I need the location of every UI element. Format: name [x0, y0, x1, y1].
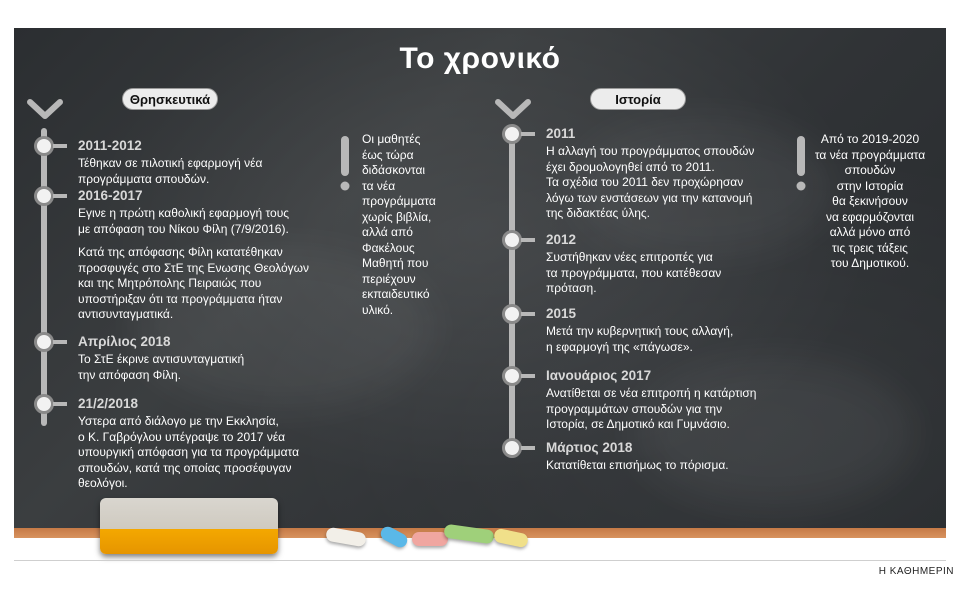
chalk-piece [412, 532, 448, 546]
event-line: ο Κ. Γαβρόγλου υπέγραψε το 2017 νέα [78, 429, 286, 444]
timeline-rail-left [41, 128, 47, 426]
event-description [546, 458, 808, 474]
note-line: του Δημοτικού. [830, 256, 910, 270]
event-description [78, 156, 338, 187]
timeline-rail-right [509, 128, 515, 458]
timeline-connector [521, 374, 535, 378]
timeline-connector [521, 446, 535, 450]
event-line: Μετά την κυβερνητική τους αλλαγή, [546, 324, 734, 338]
timeline-node [502, 304, 522, 324]
event-description [78, 352, 338, 383]
event-line: Κατατίθεται επισήμως το πόρισμα. [546, 458, 729, 472]
event-date: Ιανουάριος 2017 [546, 368, 652, 383]
note-line: Μαθητή που [362, 256, 429, 270]
timeline-node [34, 136, 54, 156]
note-line: αλλά μόνο από [829, 225, 911, 239]
note-line: τα νέα προγράμματα [814, 147, 926, 162]
note-line: Από το 2019-2020 [820, 132, 920, 146]
event-line: και της Μητρόπολης Πειραιώς που [78, 276, 262, 290]
note-line: έως τώρα [362, 147, 414, 162]
event-date: 2015 [546, 306, 577, 321]
timeline-node [502, 124, 522, 144]
event-line: Συστήθηκαν νέες επιτροπές για [546, 250, 713, 264]
timeline-node [502, 438, 522, 458]
timeline-node [34, 186, 54, 206]
page-title: Το χρονικό [399, 42, 561, 75]
event-line: θεολόγοι. [78, 476, 128, 490]
event-line: πρόταση. [546, 281, 597, 295]
event-line: Η αλλαγή του προγράμματος σπουδών [546, 144, 755, 158]
event-line: Το ΣτΕ έκρινε αντισυνταγματική [78, 352, 245, 366]
event-description [546, 250, 808, 297]
event-description [78, 414, 338, 492]
event-date: Μάρτιος 2018 [546, 440, 633, 455]
timeline-connector [521, 238, 535, 242]
timeline-connector [53, 340, 67, 344]
event-description [546, 144, 808, 222]
event-line: την απόφαση Φίλη. [78, 367, 182, 382]
timeline-connector [521, 132, 535, 136]
event-line: με απόφαση του Νίκου Φίλη (7/9/2016). [78, 221, 289, 236]
note-history [800, 132, 940, 272]
event-description [78, 206, 338, 323]
divider [14, 560, 946, 561]
event-date: 21/2/2018 [78, 396, 139, 411]
note-line: θα ξεκινήσουν [832, 194, 908, 208]
event-line: Κατά της απόφασης Φίλη κατατέθηκαν [78, 245, 283, 259]
note-line: τις τρεις τάξεις [832, 240, 908, 255]
timeline-connector [53, 194, 67, 198]
note-line: εκπαιδευτικό [362, 287, 430, 301]
event-line: αντισυνταγματικά. [78, 307, 174, 321]
event-date: 2016-2017 [78, 188, 143, 203]
note-line: να εφαρμόζονται [825, 209, 915, 224]
event-line: Ανατίθεται σε νέα επιτροπή η κατάρτιση [546, 386, 757, 400]
timeline-connector [53, 144, 67, 148]
event-date: 2011-2012 [78, 138, 142, 153]
note-line: διδάσκονται [362, 163, 426, 177]
event-line: Τέθηκαν σε πιλοτική εφαρμογή νέα [78, 156, 263, 170]
event-line: Υστερα από διάλογο με την Εκκλησία, [78, 414, 279, 428]
event-line: λόγω των ενστάσεων για την κατανομή [546, 190, 753, 205]
event-description [546, 386, 808, 433]
note-line: στην Ιστορία [836, 178, 904, 193]
timeline-node [34, 332, 54, 352]
chevron-down-icon [26, 96, 64, 124]
chevron-down-icon [494, 96, 532, 124]
event-line: Εγινε η πρώτη καθολική εφαρμογή τους [78, 206, 290, 220]
timeline-node [502, 366, 522, 386]
event-line: η εφαρμογή της «πάγωσε». [546, 339, 693, 354]
event-line: υπουργική απόφαση για τα προγράμματα [78, 445, 300, 459]
note-line: αλλά από [362, 225, 413, 239]
note-line: προγράμματα [362, 194, 436, 208]
note-religion [362, 132, 472, 318]
note-line: σπουδών [844, 163, 896, 177]
timeline-connector [53, 402, 67, 406]
note-line: τα νέα [362, 178, 396, 193]
note-line: Φακέλους [362, 240, 415, 255]
event-date: 2012 [546, 232, 577, 247]
timeline-connector [521, 312, 535, 316]
chalkboard-infographic [14, 28, 946, 536]
section-header-religion: Θρησκευτικά [122, 88, 218, 110]
note-line: περιέχουν [362, 271, 416, 286]
event-date: 2011 [546, 126, 576, 141]
event-line: Ιστορία, σε Δημοτικό και Γυμνάσιο. [546, 417, 730, 431]
event-line: προσφυγές στο ΣτΕ της Ενωσης Θεολόγων [78, 260, 309, 275]
eraser-image [100, 498, 278, 554]
event-line: έχει δρομολογηθεί από το 2011. [546, 159, 715, 174]
exclamation-icon [338, 134, 352, 194]
timeline-node [34, 394, 54, 414]
event-description [546, 324, 808, 355]
event-line [78, 237, 338, 245]
event-line: προγραμμάτων σπουδών για την [546, 401, 723, 416]
event-date: Απρίλιος 2018 [78, 334, 171, 349]
event-line: προγράμματα σπουδών. [78, 171, 210, 186]
event-line: τα προγράμματα, που κατέθεσαν [546, 265, 722, 280]
timeline-node [502, 230, 522, 250]
publisher-credit: Η ΚΑΘΗΜΕΡΙΝ [878, 566, 954, 577]
event-line: της διδακτέας ύλης. [546, 206, 650, 220]
event-line: σπουδών, κατά της οποίας προσέφυγαν [78, 460, 292, 475]
section-header-history: Ιστορία [590, 88, 686, 110]
note-line: υλικό. [362, 302, 394, 317]
note-line: χωρίς βιβλία, [362, 209, 432, 224]
event-line: Τα σχέδια του 2011 δεν προχώρησαν [546, 175, 744, 189]
event-line: υποστήριξαν ότι τα προγράμματα ήταν [78, 291, 283, 306]
note-line: Οι μαθητές [362, 132, 421, 146]
